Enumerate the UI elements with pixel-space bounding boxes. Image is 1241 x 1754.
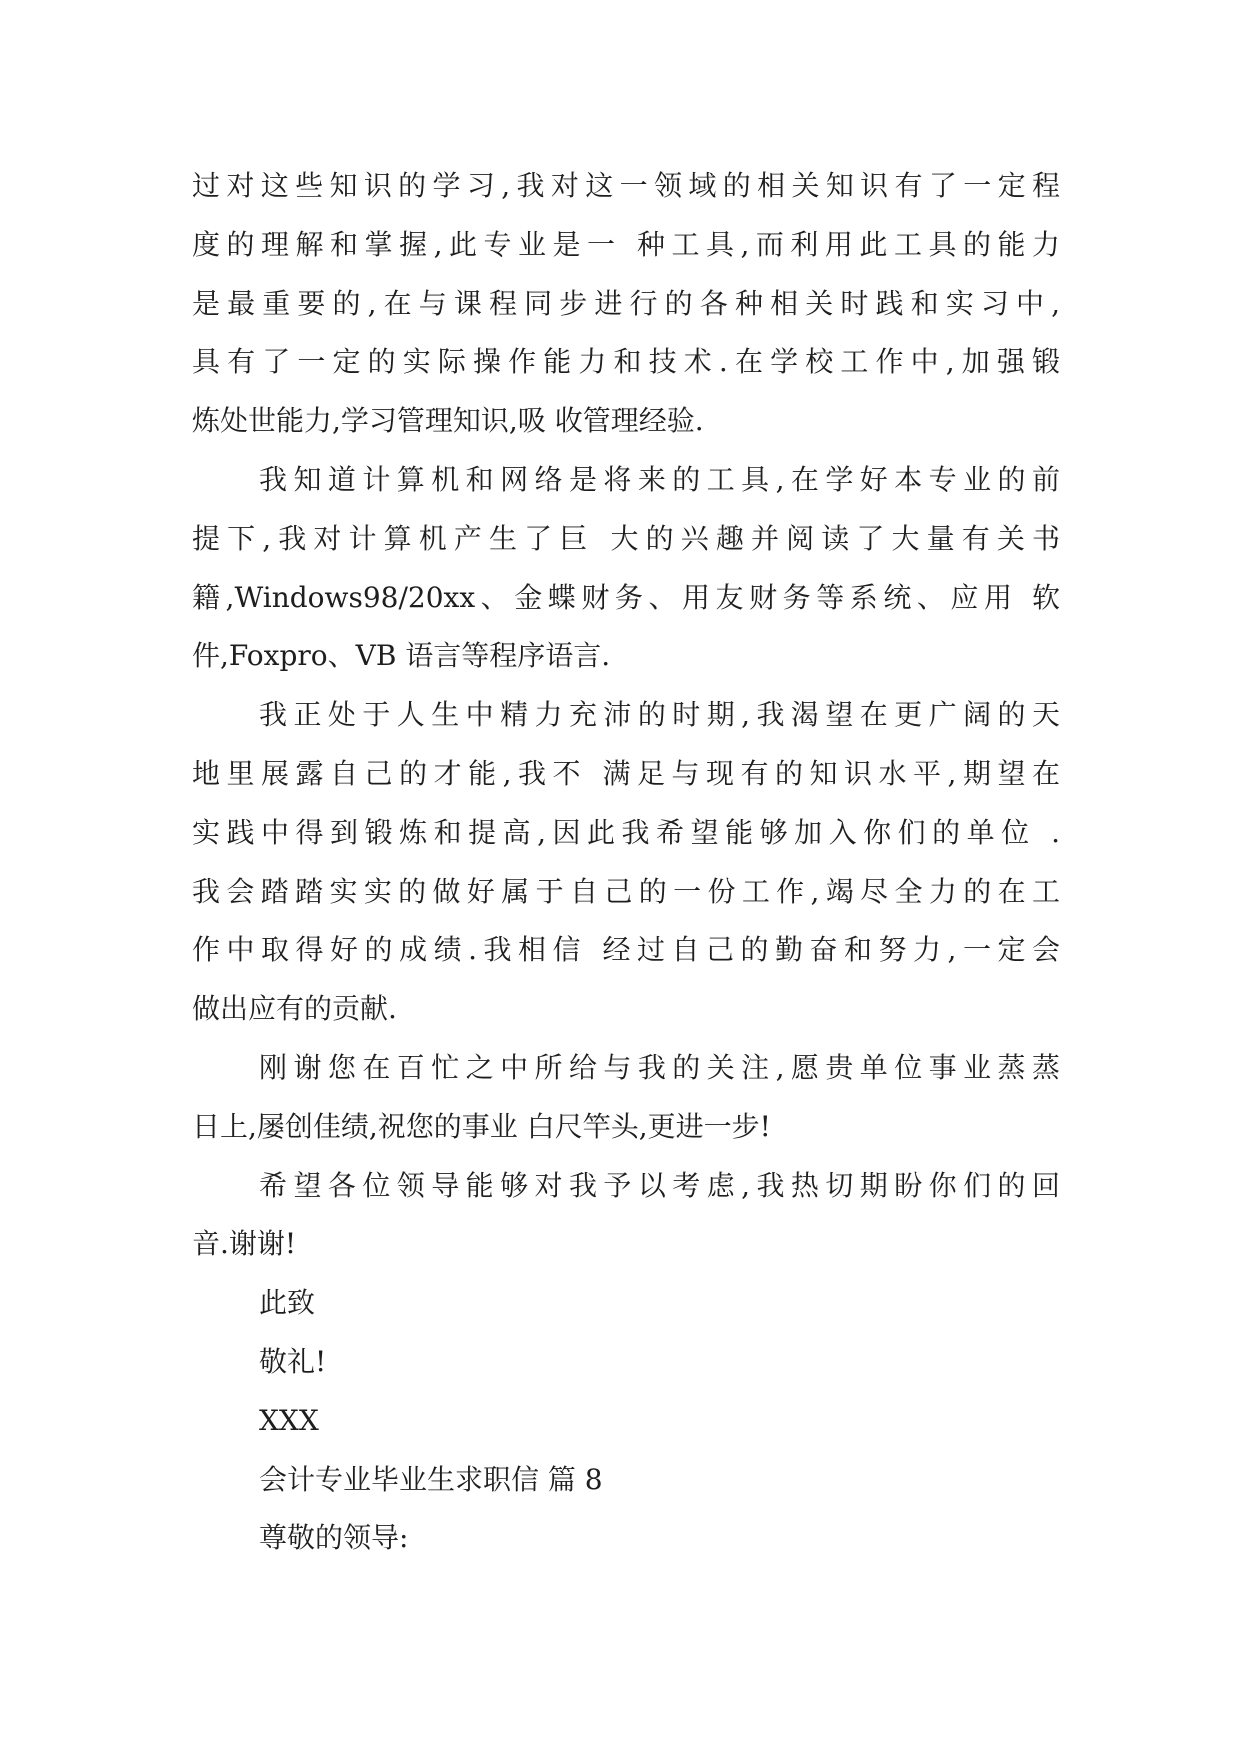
paragraph-line: 我会踏踏实实的做好属于自己的一份工作,竭尽全力的在工 [192,874,1060,908]
letter-body [192,157,1060,1568]
letter-closing: 此致 [259,1286,316,1320]
paragraph [192,157,1060,451]
paragraph-line: 我知道计算机和网络是将来的工具,在学好本专业的前 [259,462,1060,496]
paragraph-line: 刚谢您在百忙之中所给与我的关注,愿贵单位事业蒸蒸 [259,1050,1060,1084]
paragraph [192,1039,1060,1157]
section-title: 会计专业毕业生求职信 篇 8 [259,1462,603,1496]
paragraph [192,451,1060,686]
paragraph-line: 音.谢谢! [192,1227,297,1261]
paragraph [192,1157,1060,1275]
paragraph-line: 地里展露自己的才能,我不 满足与现有的知识水平,期望在 [192,756,1060,790]
paragraph-line: 提下,我对计算机产生了巨 大的兴趣并阅读了大量有关书 [192,521,1060,555]
paragraph-line: 日上,屡创佳绩,祝您的事业 白尺竿头,更进一步! [192,1109,771,1143]
paragraph-line: 我正处于人生中精力充沛的时期,我渴望在更广阔的天 [259,698,1060,732]
paragraph-line: 具有了一定的实际操作能力和技术.在学校工作中,加强锻 [192,345,1060,379]
letter-greeting: 尊敬的领导: [259,1521,409,1555]
paragraph-line: 实践中得到锻炼和提高,因此我希望能够加入你们的单位 . [192,815,1060,849]
paragraph-line: 过对这些知识的学习,我对这一领域的相关知识有了一定程 [192,169,1060,202]
paragraph-line: 籍,Windows98/20xx、金蝶财务、用友财务等系统、应用 软 [192,580,1060,614]
paragraph-line: 炼处世能力,学习管理知识,吸 收管理经验. [192,404,704,438]
paragraph-line: 件,Foxpro、VB 语言等程序语言. [192,639,611,673]
paragraph-line: 作中取得好的成绩.我相信 经过自己的勤奋和努力,一定会 [192,933,1060,967]
letter-signature: XXX [259,1403,319,1437]
paragraph-line: 度的理解和掌握,此专业是一 种工具,而利用此工具的能力 [192,227,1060,261]
paragraph-line: 做出应有的贡献. [192,992,397,1026]
paragraph-line: 希望各位领导能够对我予以考虑,我热切期盼你们的回 [259,1168,1060,1202]
paragraph-line: 是最重要的,在与课程同步进行的各种相关时践和实习中, [192,286,1060,320]
paragraph [192,686,1060,1039]
letter-salutation: 敬礼! [259,1344,327,1378]
